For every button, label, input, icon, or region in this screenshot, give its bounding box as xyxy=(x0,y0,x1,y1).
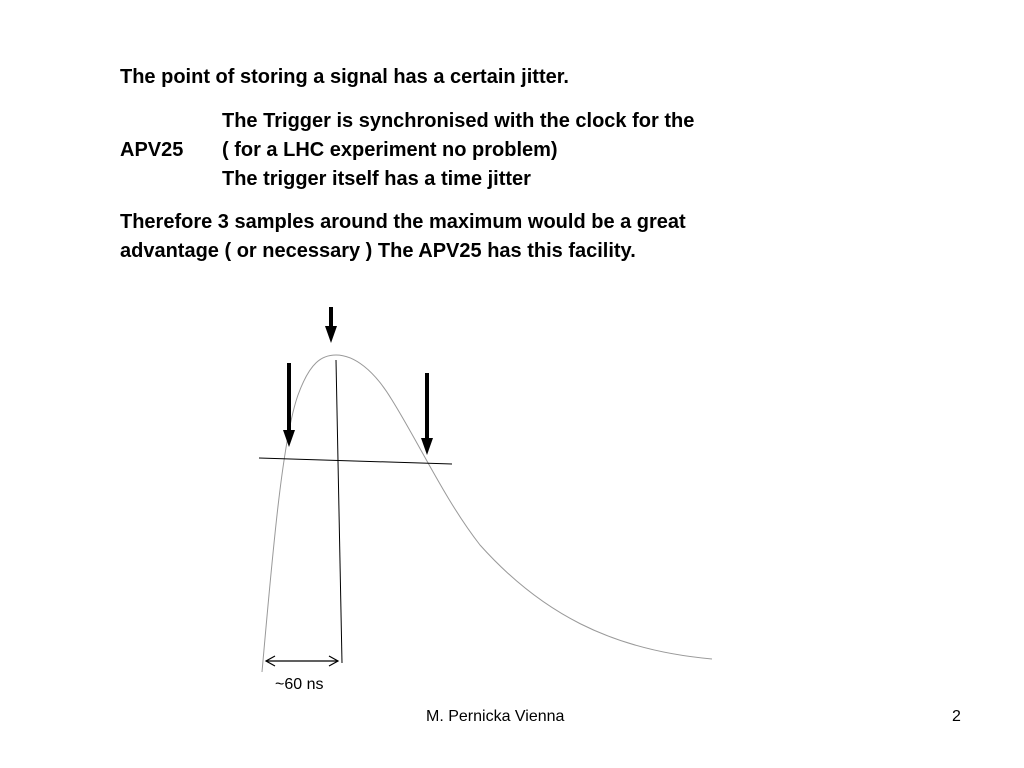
peak-marker-line xyxy=(336,360,342,663)
conclusion-text-line-1: Therefore 3 samples around the maximum would be a great xyxy=(120,211,686,233)
sample-arrow-left xyxy=(283,363,295,447)
sample-arrow-right xyxy=(421,373,433,455)
page-number: 2 xyxy=(952,708,961,725)
lhc-note-text: ( for a LHC experiment no problem) xyxy=(222,139,558,161)
footer-author: M. Pernicka Vienna xyxy=(426,708,565,725)
time-interval-arrow xyxy=(266,656,338,666)
trigger-jitter-text: The trigger itself has a time jitter xyxy=(222,168,531,190)
threshold-line xyxy=(259,458,452,464)
trigger-sync-text: The Trigger is synchronised with the clock for the xyxy=(222,110,695,132)
sample-arrow-center xyxy=(325,307,337,343)
apv25-label: APV25 xyxy=(120,139,184,161)
conclusion-text-line-2: advantage ( or necessary ) The APV25 has this facility. xyxy=(120,240,636,262)
intro-text: The point of storing a signal has a certain jitter. xyxy=(120,66,569,88)
time-interval-label: ~60 ns xyxy=(275,676,324,693)
signal-pulse-curve xyxy=(262,355,712,672)
